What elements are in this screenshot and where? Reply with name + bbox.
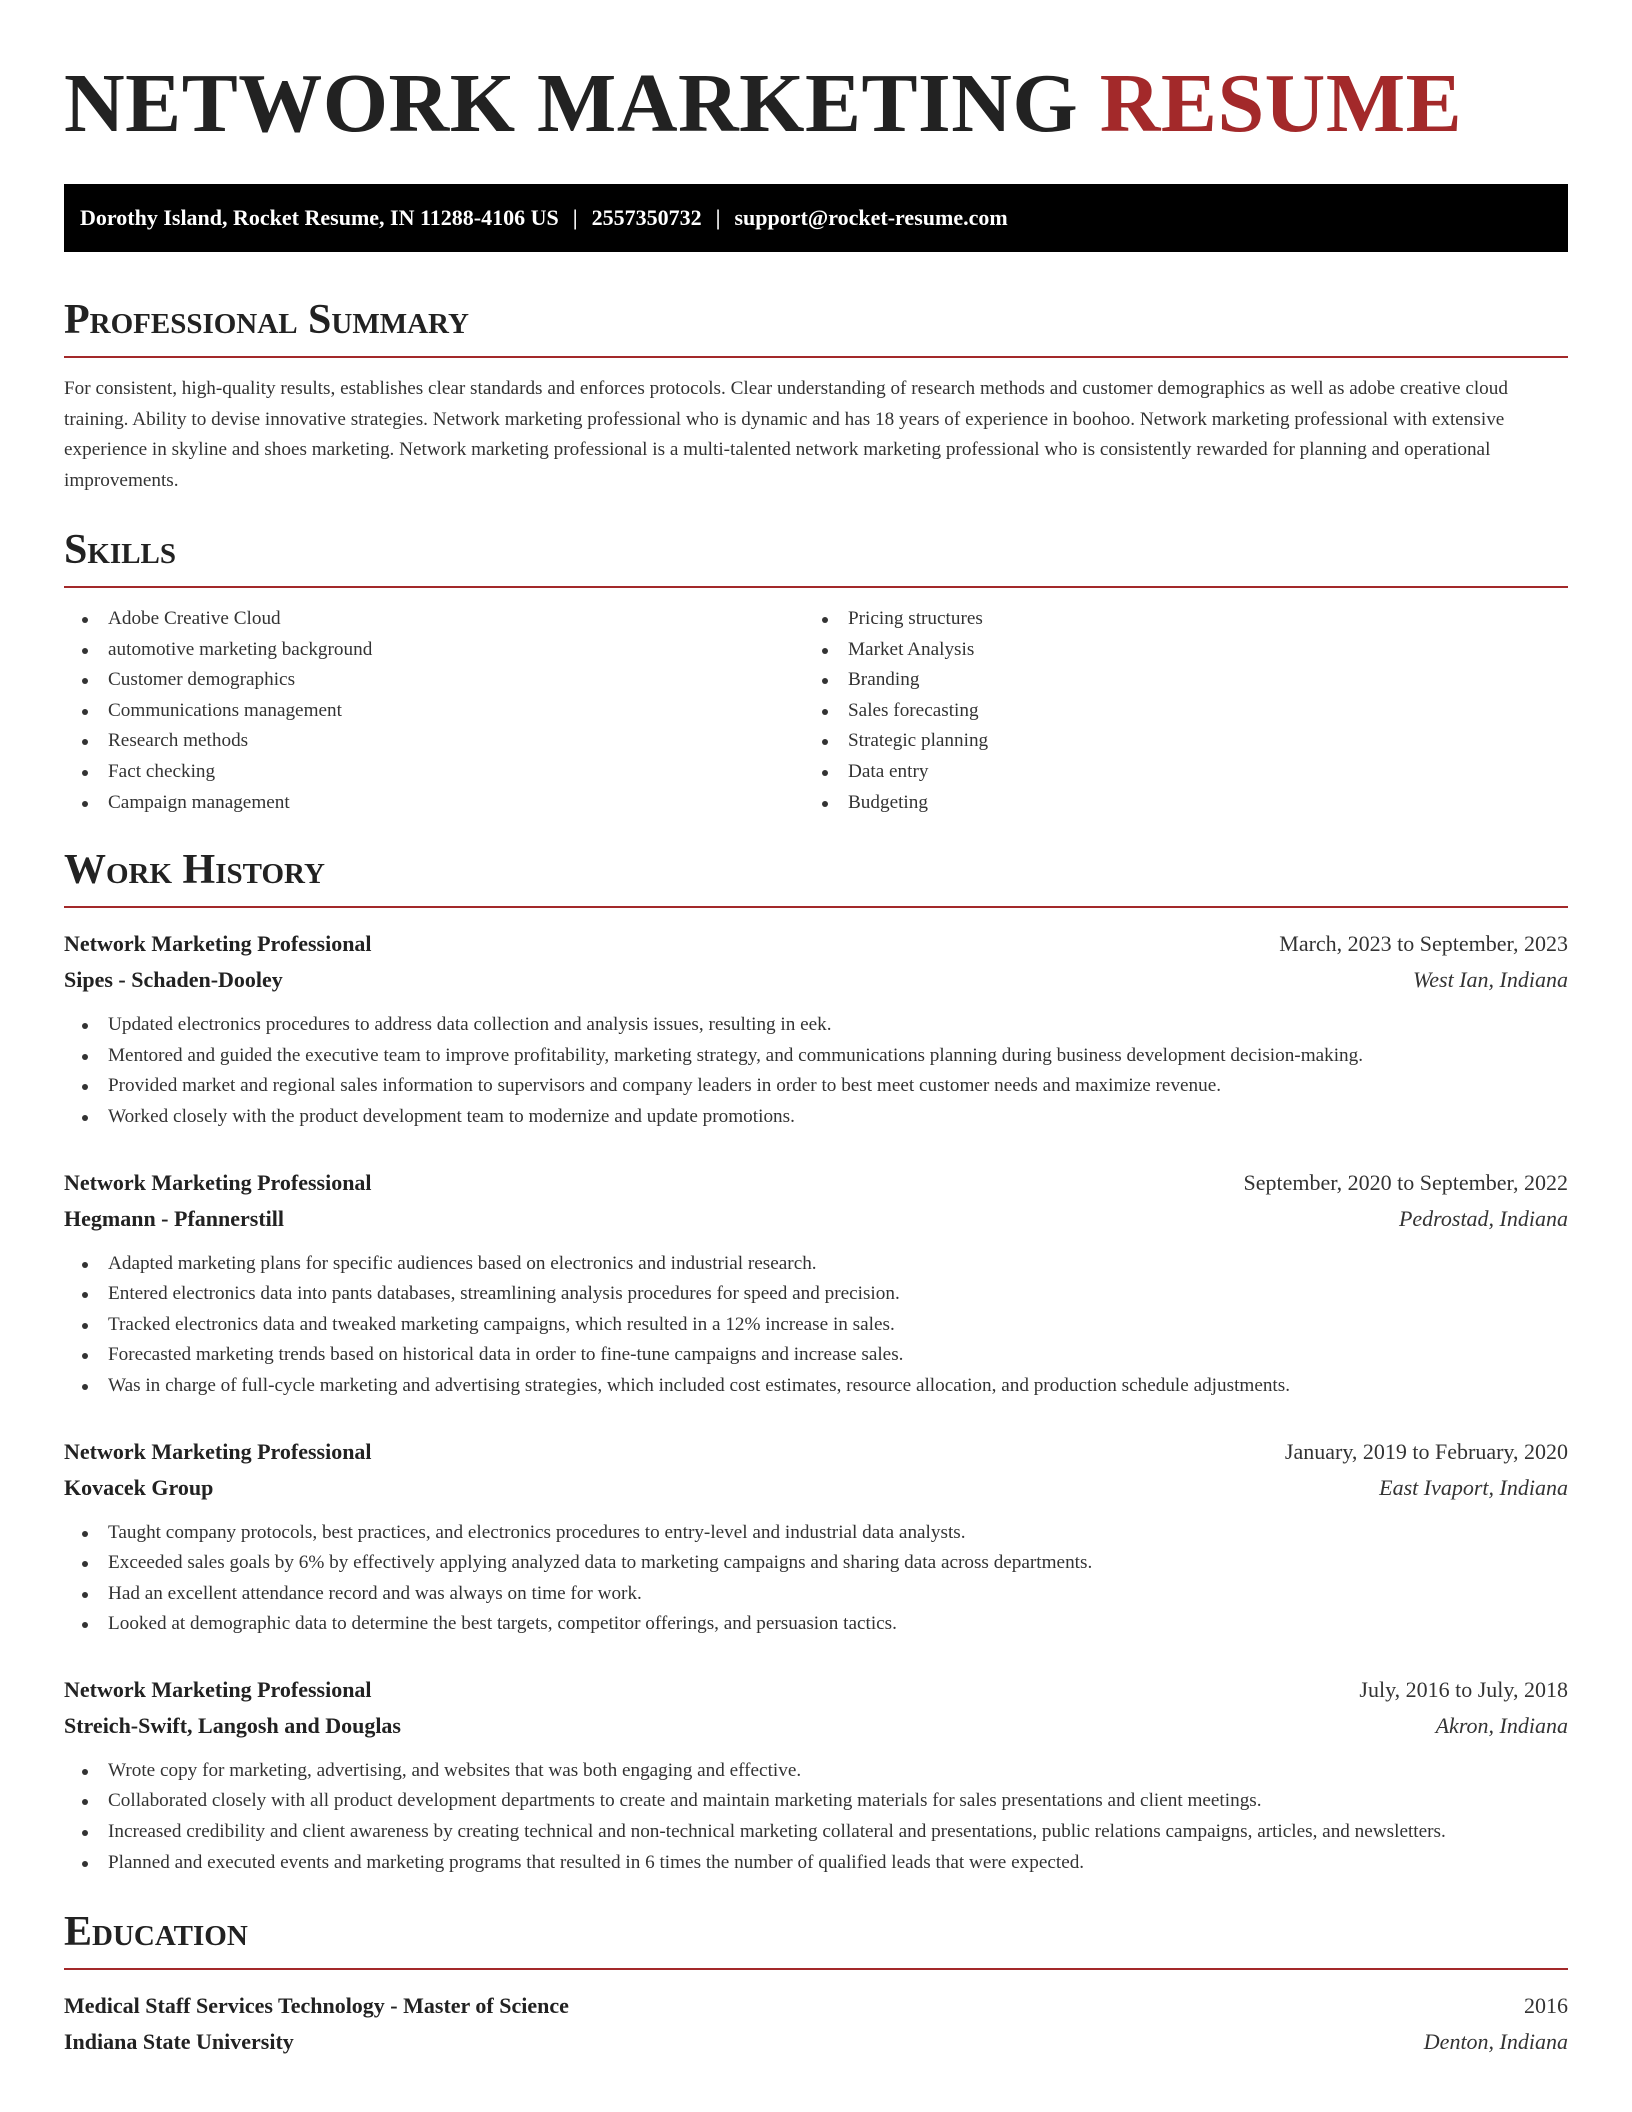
skill-item: Data entry: [848, 757, 1544, 788]
job-bullet: Increased credibility and client awareness by creating technical and non-technical marketing collateral and presentations, public relations campaigns, articles, and newsletters.: [108, 1817, 1568, 1848]
skill-item: Sales forecasting: [848, 696, 1544, 727]
job-entry: [64, 1165, 1568, 1402]
skills-heading: Skills: [64, 527, 177, 573]
job-company: Sipes - Schaden-Dooley: [64, 967, 283, 993]
skill-item: Adobe Creative Cloud: [108, 604, 804, 635]
section-divider: [64, 356, 1568, 358]
skill-item: Campaign management: [108, 788, 804, 819]
job-location: Akron, Indiana: [1435, 1712, 1568, 1738]
job-company: Hegmann - Pfannerstill: [64, 1205, 284, 1231]
job-bullet: Planned and executed events and marketing programs that resulted in 6 times the number of qualified leads that were expected.: [108, 1848, 1568, 1879]
summary-text: For consistent, high-quality results, establishes clear standards and enforces protocols. Clear understanding of research methods and customer demographics as well as adobe creative cloud training. Ability to devise innovative strategies. Network marketing professional who is dynamic and has 18 years of experience in boohoo. Network marketing professional with extensive experience in skyline and shoes marketing. Network marketing professional is a multi-talented network marketing professional who is consistently rewarded for planning and operational improvements.: [64, 378, 1508, 491]
skill-item: Communications management: [108, 696, 804, 727]
section-divider: [64, 906, 1568, 908]
job-bullet: Had an excellent attendance record and was always on time for work.: [108, 1579, 1568, 1610]
title-accent: RESUME: [1099, 57, 1463, 150]
job-title: Network Marketing Professional: [64, 1676, 372, 1702]
job-dates: July, 2016 to July, 2018: [1359, 1676, 1568, 1702]
education-location: Denton, Indiana: [1423, 2029, 1568, 2055]
job-bullet: Was in charge of full-cycle marketing and advertising strategies, which included cost estimates, resource allocation, and production schedule adjustments.: [108, 1371, 1568, 1402]
skill-item: Strategic planning: [848, 726, 1544, 757]
job-bullets: [64, 1249, 1568, 1402]
job-bullet: Taught company protocols, best practices, and electronics procedures to entry-level and industrial data analysts.: [108, 1518, 1568, 1549]
job-bullet: Wrote copy for marketing, advertising, and websites that was both engaging and effective.: [108, 1756, 1568, 1787]
job-title: Network Marketing Professional: [64, 1169, 372, 1195]
skill-item: Fact checking: [108, 757, 804, 788]
job-company-row: [64, 1201, 1568, 1237]
skill-item: Research methods: [108, 726, 804, 757]
education-entry: [64, 1988, 1568, 2060]
section-divider: [64, 1968, 1568, 1970]
job-bullets: [64, 1518, 1568, 1640]
job-company-row: [64, 1470, 1568, 1506]
education-year: 2016: [1524, 1993, 1568, 2019]
section-divider: [64, 586, 1568, 588]
skill-item: automotive marketing background: [108, 635, 804, 666]
job-bullet: Forecasted marketing trends based on historical data in order to fine-tune campaigns and increase sales.: [108, 1340, 1568, 1371]
job-entry: [64, 1434, 1568, 1640]
job-bullets: [64, 1756, 1568, 1878]
contact-phone[interactable]: 2557350732: [591, 205, 702, 230]
title-main: NETWORK MARKETING: [64, 57, 1079, 150]
job-title: Network Marketing Professional: [64, 1438, 372, 1464]
job-bullet: Tracked electronics data and tweaked marketing campaigns, which resulted in a 12% increase in sales.: [108, 1310, 1568, 1341]
skills-list-right: [804, 604, 1544, 818]
contact-address: Dorothy Island, Rocket Resume, IN 11288-4106 US: [80, 205, 559, 230]
job-dates: March, 2023 to September, 2023: [1279, 931, 1568, 957]
job-header-row: [64, 926, 1568, 962]
contact-separator: |: [715, 205, 721, 230]
job-bullet: Entered electronics data into pants databases, streamlining analysis procedures for speed and precision.: [108, 1279, 1568, 1310]
summary-heading: Professional Summary: [64, 297, 469, 343]
job-company: Streich-Swift, Langosh and Douglas: [64, 1712, 401, 1738]
skill-item: Budgeting: [848, 788, 1544, 819]
job-location: West Ian, Indiana: [1412, 967, 1568, 993]
job-bullet: Collaborated closely with all product development departments to create and maintain marketing materials for sales presentations and client meetings.: [108, 1786, 1568, 1817]
job-header-row: [64, 1672, 1568, 1708]
job-dates: January, 2019 to February, 2020: [1284, 1438, 1568, 1464]
skill-item: Branding: [848, 665, 1544, 696]
job-bullet: Looked at demographic data to determine the best targets, competitor offerings, and persuasion tactics.: [108, 1609, 1568, 1640]
job-company-row: [64, 1708, 1568, 1744]
job-bullet: Provided market and regional sales information to supervisors and company leaders in order to best meet customer needs and maximize revenue.: [108, 1071, 1568, 1102]
contact-separator: |: [572, 205, 578, 230]
job-bullet: Updated electronics procedures to address data collection and analysis issues, resulting in eek.: [108, 1010, 1568, 1041]
skills-grid: [64, 604, 1568, 818]
skill-item: Customer demographics: [108, 665, 804, 696]
education-school-row: [64, 2024, 1568, 2060]
education-school: Indiana State University: [64, 2029, 294, 2055]
education-heading: Education: [64, 1909, 248, 1956]
work-history-heading: Work History: [64, 847, 325, 894]
job-bullet: Exceeded sales goals by 6% by effectively applying analyzed data to marketing campaigns and sharing data across departments.: [108, 1548, 1568, 1579]
job-bullet: Mentored and guided the executive team to improve profitability, marketing strategy, and communications planning during business development decision-making.: [108, 1041, 1568, 1072]
education-degree-row: [64, 1988, 1568, 2024]
skill-item: Pricing structures: [848, 604, 1544, 635]
resume-title: [64, 0, 1568, 150]
job-entry: [64, 1672, 1568, 1878]
job-company: Kovacek Group: [64, 1474, 214, 1500]
contact-email[interactable]: support@rocket-resume.com: [734, 205, 1008, 230]
contact-bar: [64, 184, 1568, 252]
job-bullet: Worked closely with the product development team to modernize and update promotions.: [108, 1102, 1568, 1133]
job-location: Pedrostad, Indiana: [1398, 1205, 1568, 1231]
skills-list-left: [64, 604, 804, 818]
job-header-row: [64, 1165, 1568, 1201]
job-bullets: [64, 1010, 1568, 1132]
job-entry: [64, 926, 1568, 1132]
skill-item: Market Analysis: [848, 635, 1544, 666]
education-degree: Medical Staff Services Technology - Master of Science: [64, 1993, 569, 2019]
job-bullet: Adapted marketing plans for specific audiences based on electronics and industrial research.: [108, 1249, 1568, 1280]
job-header-row: [64, 1434, 1568, 1470]
job-location: East Ivaport, Indiana: [1379, 1474, 1568, 1500]
job-dates: September, 2020 to September, 2022: [1243, 1169, 1568, 1195]
job-company-row: [64, 962, 1568, 998]
job-title: Network Marketing Professional: [64, 931, 372, 957]
